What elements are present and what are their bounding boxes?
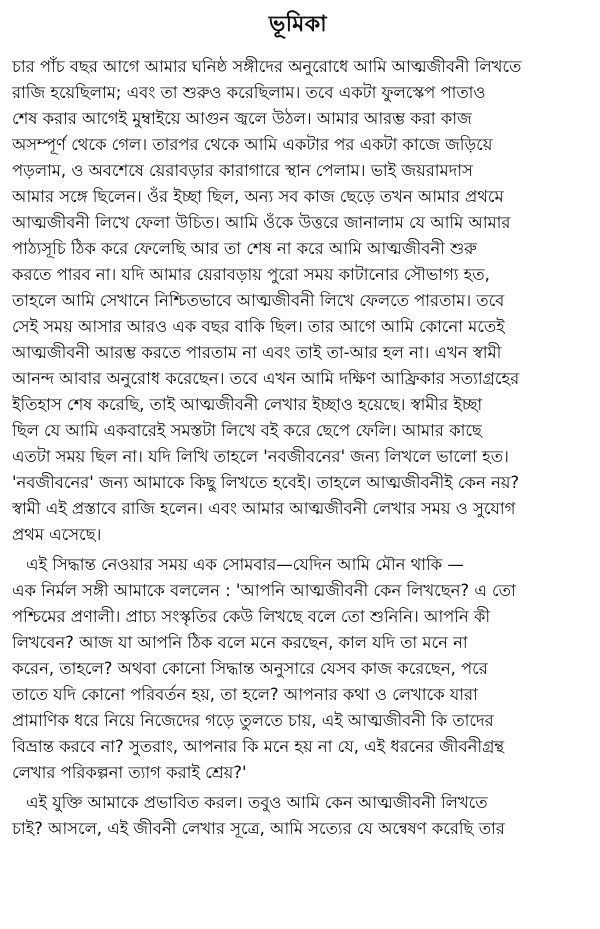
- text-line: অসম্পূর্ণ থেকে গেল। তারপর থেকে আমি একটার পর একটা কাজে জড়িয়ে: [12, 135, 493, 154]
- text-line: প্রথম এসেছে।: [12, 525, 102, 544]
- paragraph-1: [12, 54, 584, 548]
- paragraph-3: [12, 790, 584, 842]
- text-line: সেই সময় আসার আরও এক বছর বাকি ছিল। তার আগে আমি কোনো মতেই: [12, 317, 505, 336]
- text-line: বিভ্রান্ত করবে না? সুতরাং, আপনার কি মনে হয় না যে, এই ধরনের জীবনীগ্রন্থ: [12, 737, 505, 756]
- text-line: শেষ করার আগেই মুম্বাইয়ে আগুন জ্বলে উঠল। আমার আরম্ভ করা কাজ: [12, 109, 472, 128]
- text-line: এতটা সময় ছিল না। যদি লিখি তাহলে 'নবজীবনের' জন্য লিখলে ভালো হত।: [12, 447, 509, 466]
- text-line: চার পাঁচ বছর আগে আমার ঘনিষ্ঠ সঙ্গীদের অনুরোধে আমি আত্মজীবনী লিখতে: [12, 57, 522, 76]
- text-line: চাই? আসলে, এই জীবনী লেখার সূত্রে, আমি সত্যের যে অন্বেষণ করেছি তার: [12, 819, 505, 838]
- text-line: আত্মজীবনী আরম্ভ করতে পারতাম না এবং তাই তা-আর হল না। এখন স্বামী: [12, 343, 502, 362]
- text-line: এক নির্মল সঙ্গী আমাকে বললেন : 'আপনি আত্মজীবনী কেন লিখছেন? এ তো: [12, 581, 516, 600]
- text-line: রাজি হয়েছিলাম; এবং তা শুরুও করেছিলাম। তবে একটা ফুলস্কেপ পাতাও: [12, 83, 486, 102]
- text-line: 'নবজীবনের' জন্য আমাকে কিছু লিখতে হবেই। তাহলে আত্মজীবনীই কেন নয়?: [12, 473, 520, 492]
- text-line: আমার সঙ্গে ছিলেন। ওঁর ইচ্ছা ছিল, অন্য সব কাজ ছেড়ে তখন আমার প্রথমে: [12, 187, 504, 206]
- text-line: তাহলে আমি সেখানে নিশ্চিতভাবে আত্মজীবনী লিখে ফেলতে পারতাম। তবে: [12, 291, 505, 310]
- text-line: পড়লাম, ও অবশেষে য়েরাবড়ার কারাগারে স্থান পেলাম। ভাই জয়রামদাস: [12, 161, 473, 180]
- text-line: লেখার পরিকল্পনা ত্যাগ করাই শ্রেয়?': [12, 763, 247, 782]
- text-line: ছিল যে আমি একবারেই সমস্তটা লিখে বই করে ছেপে ফেলি। আমার কাছে: [12, 421, 482, 440]
- text-line: প্রামাণিক ধরে নিয়ে নিজেদের গড়ে তুলতে চায়, এই আত্মজীবনী কি তাদের: [12, 711, 494, 730]
- text-line: লিখবেন? আজ যা আপনি ঠিক বলে মনে করছেন, কাল যদি তা মনে না: [12, 633, 468, 652]
- text-line: আনন্দ আবার অনুরোধ করেছেন। তবে এখন আমি দক্ষিণ আফ্রিকার সত্যাগ্রহের: [12, 369, 520, 388]
- text-line: এই সিদ্ধান্ত নেওয়ার সময় এক সোমবার—যেদিন আমি মৌন থাকি —: [26, 555, 464, 574]
- page-title: ভূমিকা: [268, 12, 328, 37]
- text-line: করেন, তাহলে? অথবা কোনো সিদ্ধান্ত অনুসারে যেসব কাজ করেছেন, পরে: [12, 659, 488, 678]
- text-line: পাঠ্যসূচি ঠিক করে ফেলেছি আর তা শেষ না করে আমি আত্মজীবনী শুরু: [12, 239, 477, 258]
- text-line: আত্মজীবনী লিখে ফেলা উচিত। আমি ওঁকে উত্তরে জানালাম যে আমি আমার: [12, 213, 511, 232]
- text-line: করতে পারব না। যদি আমার য়েরাবড়ায় পুরো সময় কাটানোর সৌভাগ্য হত,: [12, 265, 490, 284]
- text-line: তাতে যদি কোনো পরিবর্তন হয়, তা হলে? আপনার কথা ও লেখাকে যারা: [12, 685, 478, 704]
- text-line: স্বামী এই প্রস্তাবে রাজি হলেন। এবং আমার আত্মজীবনী লেখার সময় ও সুযোগ: [12, 499, 516, 518]
- text-line: পশ্চিমের প্রণালী। প্রাচ্য সংস্কৃতির কেউ লিখছে বলে তো শুনিনি। আপনি কী: [12, 607, 491, 626]
- text-line: এই যুক্তি আমাকে প্রভাবিত করল। তবুও আমি কেন আত্মজীবনী লিখতে: [26, 793, 488, 812]
- paragraph-2: [12, 552, 584, 786]
- text-line: ইতিহাস শেষ করেছি, তাই আত্মজীবনী লেখার ইচ্ছাও হয়েছে। স্বামীর ইচ্ছা: [12, 395, 483, 414]
